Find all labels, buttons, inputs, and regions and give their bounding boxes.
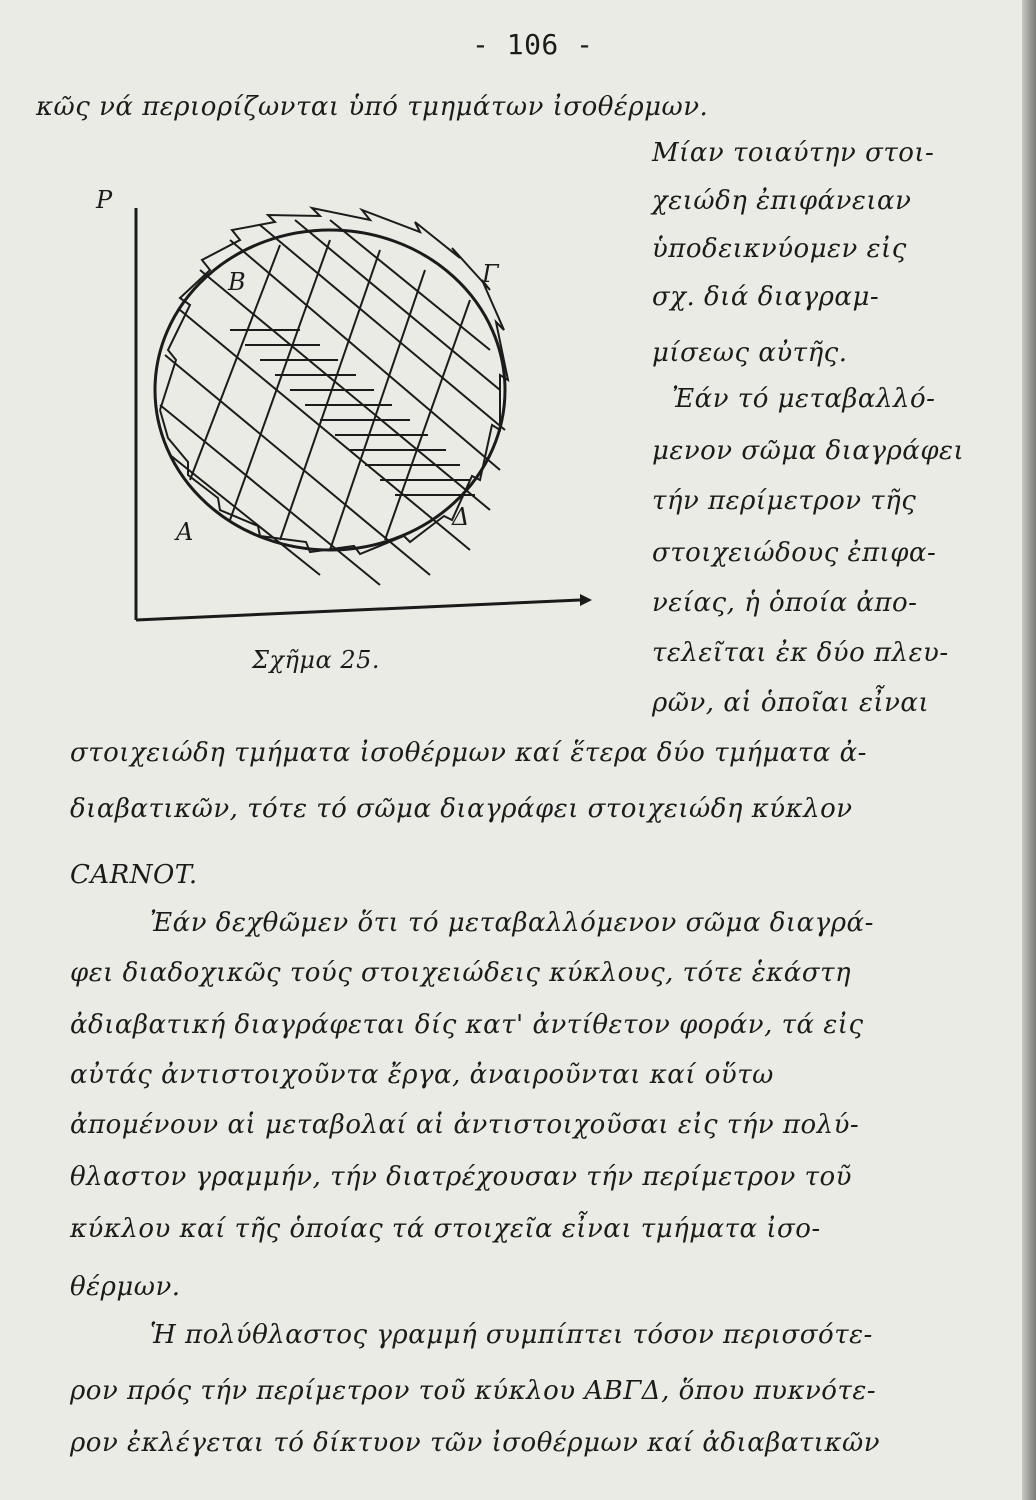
text-line: Ἐάν δεχθῶμεν ὅτι τό μεταβαλλόμενον σῶμα διαγρά-: [150, 908, 874, 938]
text-line: κύκλου καί τῆς ὁποίας τά στοιχεῖα εἶναι τμήματα ἰσο-: [70, 1214, 821, 1244]
page-number: - 106 -: [472, 28, 594, 61]
text-line: κῶς νά περιορίζωνται ὑπό τμημάτων ἰσοθέρμων.: [36, 92, 709, 122]
text-line: ρον πρός τήν περίμετρον τοῦ κύκλου ΑΒΓΔ, ὅπου πυκνότε-: [70, 1376, 877, 1406]
text-line: ρον ἐκλέγεται τό δίκτυον τῶν ἰσοθέρμων καί ἀδιαβατικῶν: [70, 1428, 881, 1458]
text-line: ὑποδεικνύομεν εἰς: [652, 234, 907, 264]
text-line: θλαστον γραμμήν, τήν διατρέχουσαν τήν περίμετρον τοῦ: [70, 1162, 852, 1192]
point-label-a: A: [176, 518, 194, 546]
text-line: νείας, ἡ ὁποία ἀπο-: [652, 588, 918, 618]
text-line: φει διαδοχικῶς τούς στοιχειώδεις κύκλους, τότε ἑκάστη: [70, 958, 852, 988]
text-line: θέρμων.: [70, 1272, 181, 1302]
text-line: CARNOT.: [70, 860, 198, 890]
text-line: Ἡ πολύθλαστος γραμμή συμπίπτει τόσον περισσότε-: [150, 1320, 873, 1350]
point-label-b: B: [228, 268, 246, 296]
text-line: διαβατικῶν, τότε τό σῶμα διαγράφει στοιχειώδη κύκλον: [70, 794, 853, 824]
text-line: στοιχειώδους ἐπιφα-: [652, 538, 937, 568]
point-label-g: Γ: [482, 260, 499, 288]
v-axis-arrow: [580, 594, 592, 606]
text-line: τελεῖται ἐκ δύο πλευ-: [652, 638, 949, 668]
text-line: Ἐάν τό μεταβαλλό-: [672, 384, 936, 414]
point-label-d: Δ: [452, 503, 470, 531]
text-line: αὐτάς ἀντιστοιχοῦντα ἔργα, ἀναιροῦνται καί οὕτω: [70, 1060, 774, 1090]
book-spine-shadow: [1022, 0, 1036, 1500]
hatched-strip: [230, 330, 475, 495]
text-line: χειώδη ἐπιφάνειαν: [652, 186, 912, 216]
text-line: ἀδιαβατική διαγράφεται δίς κατ' ἀντίθετον φοράν, τά εἰς: [70, 1010, 864, 1040]
figure-25: [80, 180, 600, 640]
text-line: τήν περίμετρον τῆς: [652, 486, 917, 516]
text-line: ρῶν, αἱ ὁποῖαι εἶναι: [652, 688, 930, 718]
text-line: στοιχειώδη τμήματα ἰσοθέρμων καί ἕτερα δύο τμήματα ἀ-: [70, 738, 867, 768]
v-axis: [136, 600, 580, 620]
text-line: μίσεως αὐτῆς.: [652, 338, 848, 368]
text-line: ἀπομένουν αἱ μεταβολαί αἱ ἀντιστοιχοῦσαι εἰς τήν πολύ-: [70, 1110, 860, 1140]
text-line: μενον σῶμα διαγράφει: [652, 436, 965, 466]
figure-caption: Σχῆμα 25.: [252, 646, 380, 674]
text-line: σχ. διά διαγραμ-: [652, 282, 880, 312]
axis-label-p: P: [96, 186, 113, 214]
text-line: Μίαν τοιαύτην στοι-: [652, 138, 935, 168]
